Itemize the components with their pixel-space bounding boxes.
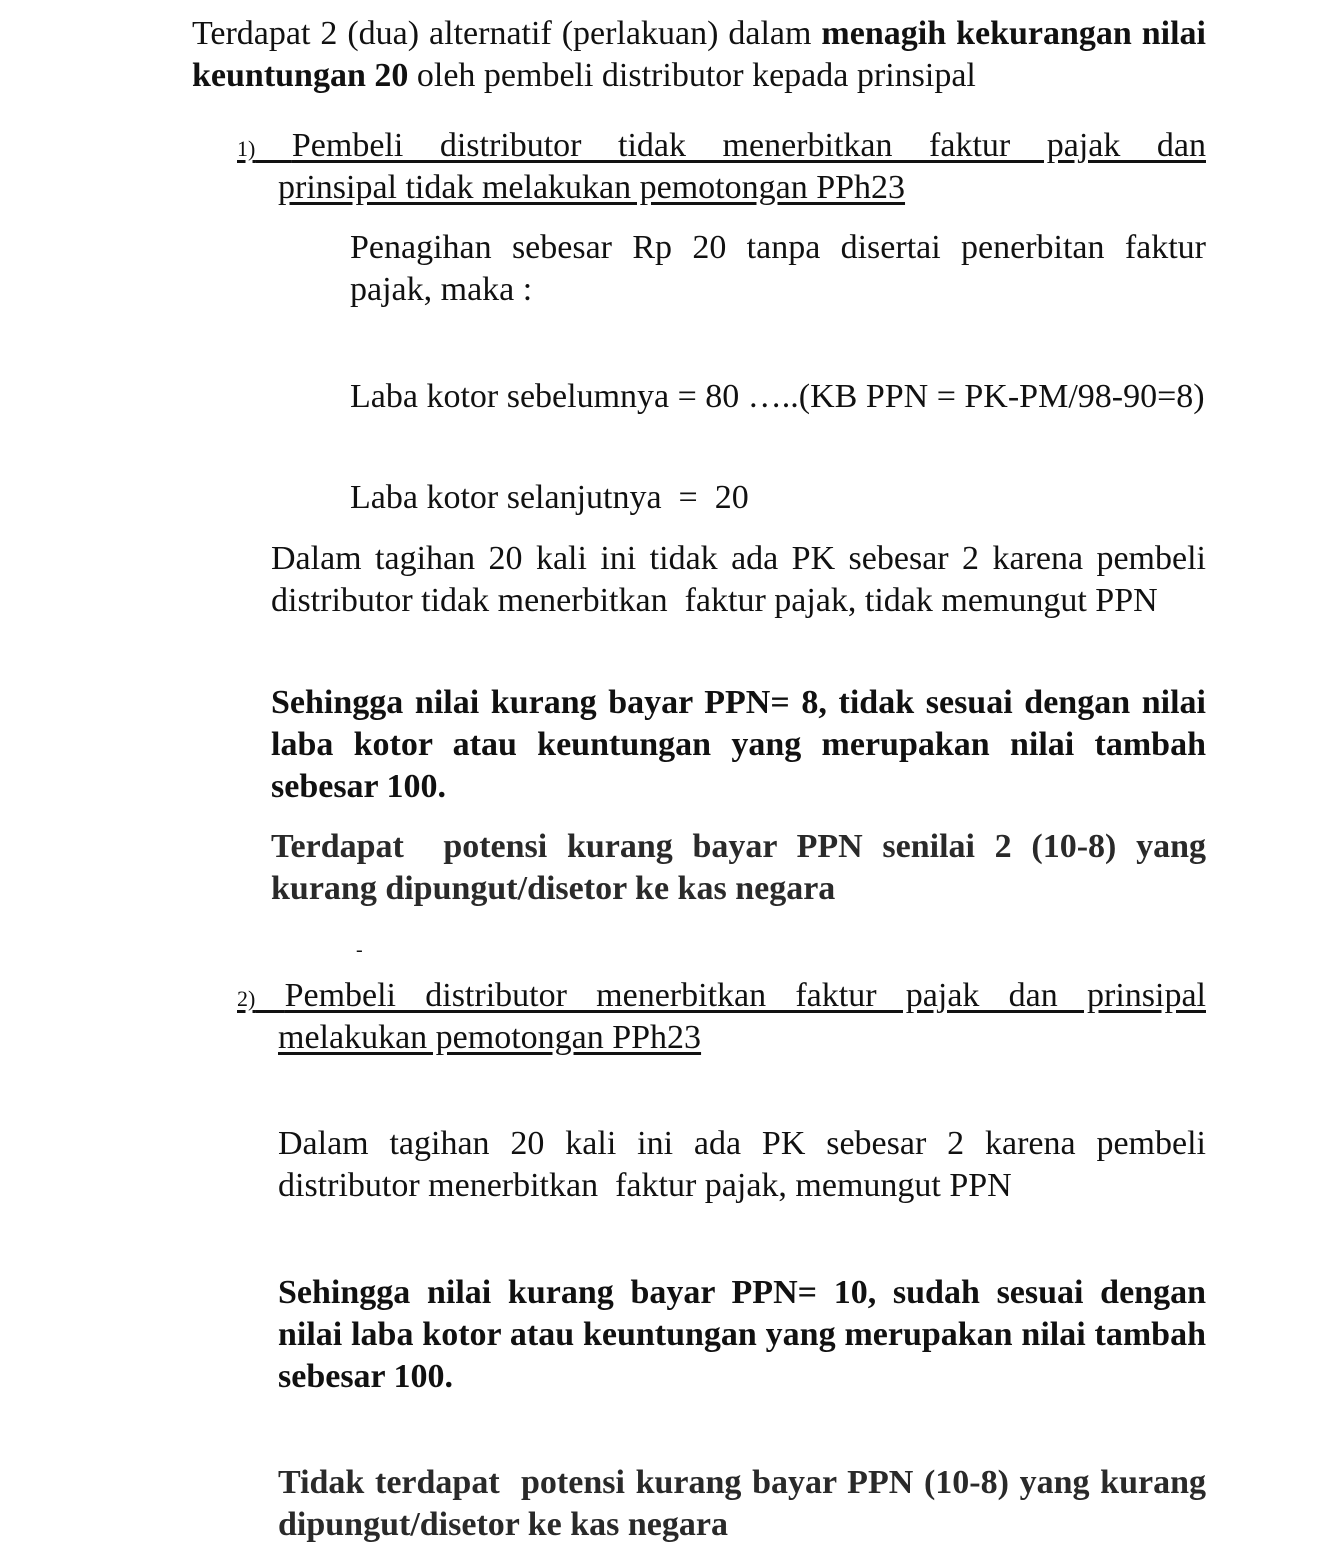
alt1-laba-sebelumnya: Laba kotor sebelumnya = 80 …..(KB PPN = PK-PM/98-90=8) [350,378,1205,415]
alt2-tidak-terdapat: Tidak terdapat potensi kurang bayar PPN (10-8) yang kurang dipungut/disetor ke kas negara [278,1464,1215,1543]
alt1-sehingga: Sehingga nilai kurang bayar PPN= 8, tidak sesuai dengan nilai laba kotor atau keuntungan yang merupakan nilai tambah sebesar 100. [271,684,1206,805]
alt1-laba-selanjutnya: Laba kotor selanjutnya = 20 [350,479,749,516]
intro-bold-phrase: menagih kekurangan nilai keuntungan 20 [192,15,1207,94]
alt2-heading-line1 [237,975,1206,1020]
alt2-sehingga: Sehingga nilai kurang bayar PPN= 10, sudah sesuai dengan nilai laba kotor atau keuntungan yang merupakan nilai tambah sebesar 100. [278,1274,1206,1395]
alt2-heading-line2: melakukan pemotongan PPh23 [278,1019,702,1056]
alt2-dalam-tagihan: Dalam tagihan 20 kali ini ada PK sebesar 2 karena pembeli distributor menerbitkan faktur pajak, memungut PPN [278,1125,1215,1204]
intro-text-1: Terdapat 2 (dua) alternatif (perlakuan) dalam [192,15,822,52]
alt1-penagihan: Penagihan sebesar Rp 20 tanpa disertai penerbitan faktur pajak, maka : [350,229,1206,308]
alt2-number: 2) [237,986,256,1011]
alt1-heading-text1: Pembeli distributor tidak menerbitkan faktur pajak dan [291,127,1206,164]
alt1-heading-line1 [237,125,1206,170]
alt1-heading-line2: prinsipal tidak melakukan pemotongan PPh23 [278,169,906,206]
alt1-dash: - [356,939,363,961]
alt1-dalam-tagihan: Dalam tagihan 20 kali ini tidak ada PK sebesar 2 karena pembeli distributor tidak menerbitkan faktur pajak, tidak memungut PPN [271,540,1215,619]
intro-text-2: oleh pembeli distributor kepada prinsipal [408,57,976,94]
alt1-terdapat: Terdapat potensi kurang bayar PPN senilai 2 (10-8) yang kurang dipungut/disetor ke kas negara [271,828,1215,907]
alt2-heading-text1: Pembeli distributor menerbitkan faktur pajak dan prinsipal [284,977,1206,1014]
intro-paragraph [192,13,1206,97]
alt1-number: 1) [237,136,256,161]
